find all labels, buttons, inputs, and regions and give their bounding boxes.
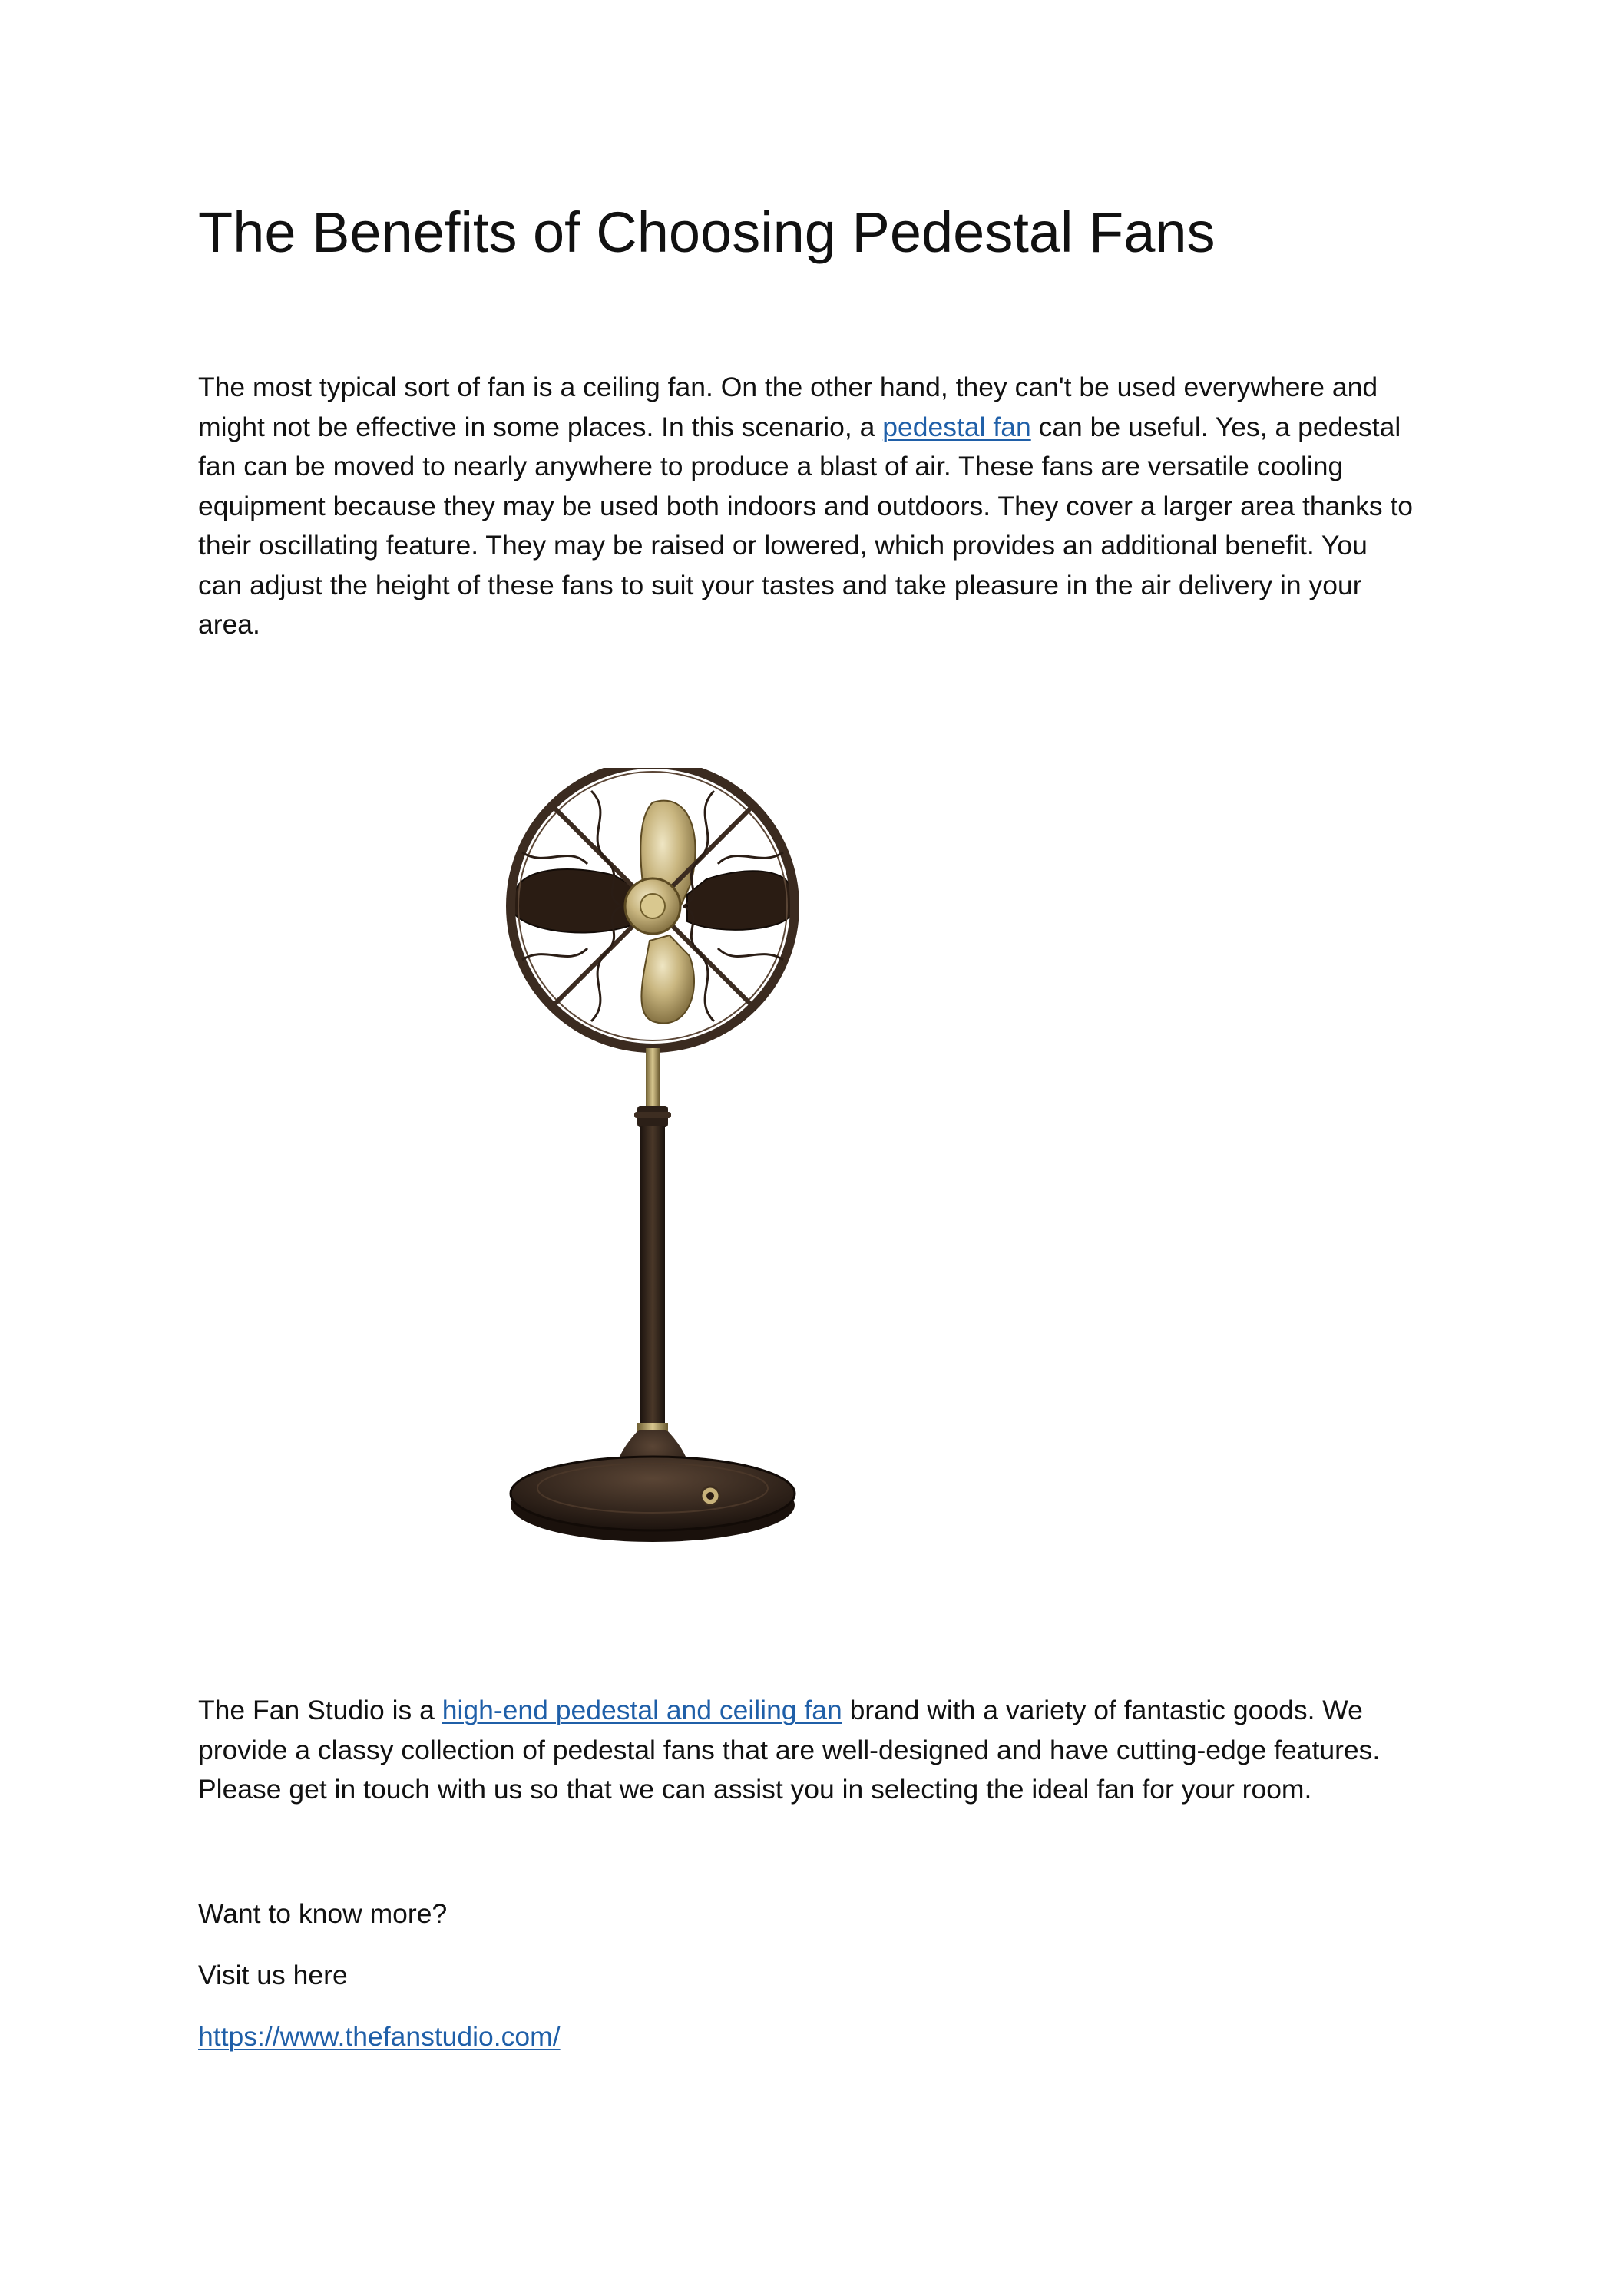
brand-paragraph [198,1691,1442,1810]
intro-line-2-end: can be useful. Yes, a pedestal [1030,411,1401,442]
brand-line-1-end: brand with a variety of fantastic goods. We [842,1695,1363,1725]
high-end-fan-link[interactable]: high-end pedestal and ceiling fan [442,1695,842,1725]
brand-line-1 [198,1691,1442,1731]
pedestal-fan-link[interactable]: pedestal fan [882,411,1031,442]
cta-visit: Visit us here [198,1960,348,1990]
cta-url-paragraph [198,2017,561,2057]
intro-line-6: can adjust the height of these fans to suit your tastes and take pleasure in the air delivery in your [198,569,1362,600]
intro-line-2-start: might not be effective in some places. In this scenario, a [198,411,883,442]
fan-base [511,1457,795,1530]
intro-line-4: equipment because they may be used both indoors and outdoors. They cover a larger area thanks to [198,490,1414,521]
page-title: The Benefits of Choosing Pedestal Fans [198,200,1216,264]
brand-line-1-start: The Fan Studio is a [198,1695,442,1725]
pedestal-fan-icon [499,768,837,1567]
intro-paragraph [198,368,1442,645]
brand-line-2: provide a classy collection of pedestal fans that are well-designed and have cutting-edge features. [198,1734,1381,1765]
intro-line-5: their oscillating feature. They may be raised or lowered, which provides an additional benefit. You [198,530,1368,561]
intro-line-2 [198,408,1442,448]
intro-line-7: area. [198,609,260,640]
brand-line-3: Please get in touch with us so that we can assist you in selecting the ideal fan for your room. [198,1774,1312,1805]
brass-stem [646,1048,660,1110]
website-link[interactable]: https://www.thefanstudio.com/ [198,2021,561,2052]
cta-question: Want to know more? [198,1898,448,1929]
intro-line-1: The most typical sort of fan is a ceiling fan. On the other hand, they can't be used everywhere and [198,372,1378,402]
fan-pole [640,1126,665,1425]
intro-line-3: fan can be moved to nearly anywhere to produce a blast of air. These fans are versatile cooling [198,451,1344,481]
